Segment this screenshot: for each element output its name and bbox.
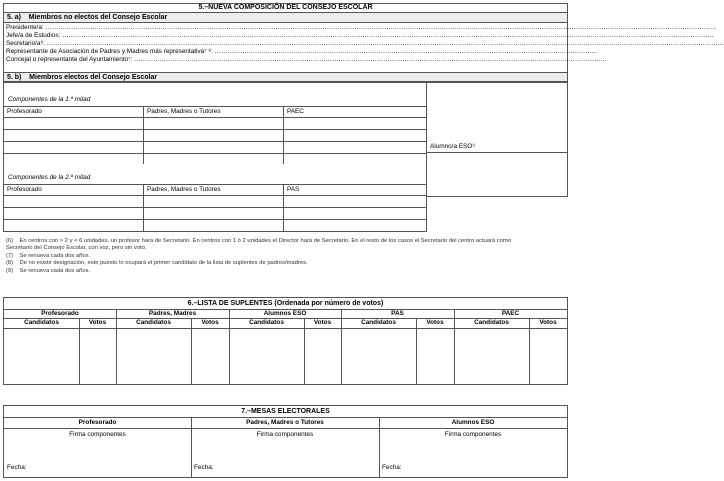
section6-title: 6.–LISTA DE SUPLENTES (Ordenada por número de votos) [187, 300, 384, 307]
fecha-profesorado[interactable]: Fecha: [7, 464, 27, 471]
col-pas: PAS [287, 186, 300, 193]
section5b-header: 5. b) Miembros electos del Consejo Escolar [4, 72, 567, 82]
representante-apa-field[interactable]: Representante de Asociación de Padres y Madres más representativa⁷ ⁸: ……………………………………………………………………………………………………………………………………………………………… [6, 48, 598, 55]
candidatos-header: Candidatos [361, 319, 396, 326]
section7-title: 7.–MESAS ELECTORALES [241, 408, 330, 415]
candidatos-header: Candidatos [24, 319, 59, 326]
first-half-table [3, 106, 427, 164]
footnote-9: (9) Se renueva cada dos años. [6, 267, 91, 274]
votos-header: Votos [201, 319, 219, 326]
second-half-table [3, 184, 427, 232]
footnote-8: (8) De no existir designación, este puesto lo ocupará el primer candidato de la lista de suplentes de padres/madres. [6, 260, 308, 267]
alumno-eso-box [426, 82, 568, 197]
col-profesorado: Profesorado [7, 108, 42, 115]
fecha-alumnos[interactable]: Fecha: [382, 464, 402, 471]
votos-header: Votos [426, 319, 444, 326]
votos-header: Votos [88, 319, 107, 326]
first-half-label: Componentes de la 1.ª mitad [8, 96, 91, 103]
firma-padres: Firma componentes [256, 431, 314, 438]
concejal-field[interactable]: Concejal o representante del Ayuntamiento⁷: …………………………………………………………………………………………………………………………………………………………………………………………………… [6, 56, 607, 63]
footnote-6: (6) En centros con > 2 y < 6 unidades, un profesor hará de Secretario. En centros con 1 ó 2 unidades el Director hará de Secretario. En el resto de los casos el Secretario del centro actuará como [6, 238, 511, 244]
firma-profesorado: Firma componentes [69, 431, 126, 438]
footnote-6-cont: Secretario del Consejo Escolar, con voz, pero sin voto. [6, 245, 147, 252]
candidatos-header: Candidatos [136, 319, 171, 326]
footnotes [6, 238, 568, 275]
section7-box [3, 405, 568, 478]
secretario-field[interactable]: Secretario/a⁶: ………………………………………………………………………………………………………………………………………………………………………………………………………………………………………………………………………………………… [6, 40, 724, 47]
col-padres: Padres, Madres o Tutores [147, 108, 221, 115]
col-profesorado-2: Profesorado [7, 186, 42, 193]
suplentes-pas: PAS [391, 310, 404, 317]
second-half-label: Componentes de la 2.ª mitad [8, 174, 91, 181]
jefe-estudios-field[interactable]: Jefe/a de Estudios: ……………………………………………………………………………………………………………………………………………………………………………………………………………………………………………………………………………… [6, 32, 714, 39]
mesa-profesorado: Profesorado [78, 419, 117, 426]
section6-box [3, 297, 568, 385]
suplentes-padres: Padres, Madres [148, 310, 197, 317]
suplentes-alumnos: Alumnos ESO [263, 310, 307, 317]
suplentes-paec: PAEC [501, 310, 520, 317]
firma-alumnos: Firma componentes [444, 431, 502, 438]
mesa-alumnos: Alumnos ESO [451, 419, 495, 426]
alumno-eso-line [426, 152, 568, 153]
fecha-padres[interactable]: Fecha: [194, 464, 214, 471]
votos-header: Votos [313, 319, 332, 326]
col-padres-2: Padres, Madres o Tutores [147, 186, 221, 193]
mesa-padres: Padres, Madres o Tutores [246, 419, 324, 426]
alumno-eso-label: Alumno/a ESO⁹ [430, 143, 476, 150]
votos-header: Votos [539, 319, 557, 326]
col-paec: PAEC [287, 108, 304, 115]
candidatos-header: Candidatos [249, 319, 284, 326]
non-elected-members [6, 24, 724, 64]
suplentes-profesorado: Profesorado [41, 310, 79, 317]
section5a-header: 5. a) Miembros no electos del Consejo Escolar [4, 13, 567, 23]
footnote-7: (7) Se renueva cada dos años. [6, 252, 91, 259]
section5-title: 5.–NUEVA COMPOSICIÓN DEL CONSEJO ESCOLAR [3, 3, 568, 13]
presidente-field[interactable]: Presidente/a: ……………………………………………………………………………………………………………………………………………………………………………………………………………………………………………………………………………………… [6, 24, 717, 31]
candidatos-header: Candidatos [474, 319, 509, 326]
